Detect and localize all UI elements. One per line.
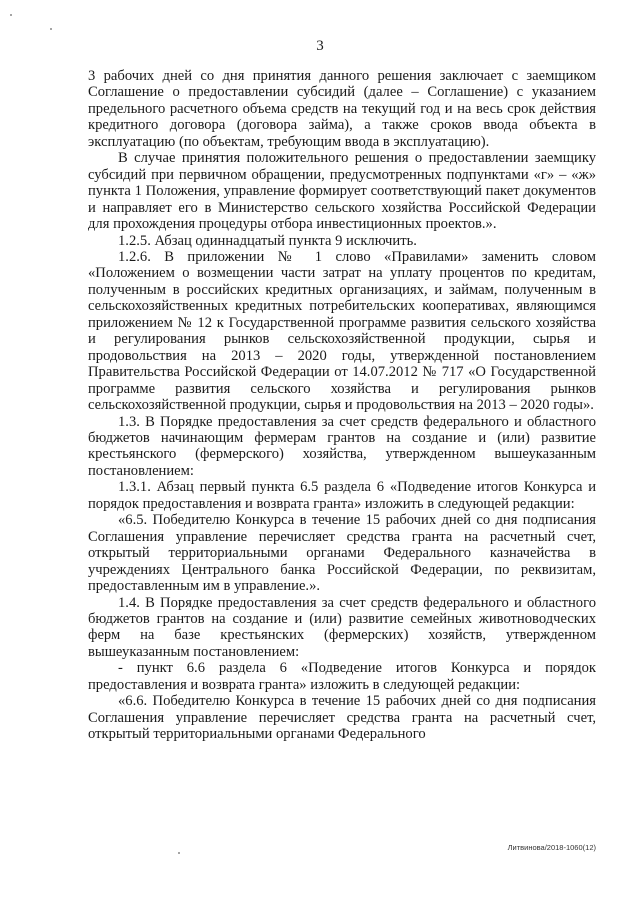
paragraph: 1.2.6. В приложении № 1 слово «Правилами» заменить словом «Положением о возмещении части затрат на уплату процентов по кредитам, полученным в российских кредитных организациях, и займам, полученным в сельскохозяйственных кредитных потребительских кооперативах, являющимся приложением № 12 к Государственной программе развития сельского хозяйства и регулирования рынков сельскохозяйственной продукции, сырья и продовольствия на 2013 – 2020 годы, утвержденной постановлением Правительства Российской Федерации от 14.07.2012 № 717 «О Государственной программе развития сельского хозяйства и регулирования рынков сельскохозяйственной продукции, сырья и продовольствия на 2013 – 2020 годы». [88,248,596,414]
document-code: Литвинова/2018-1060(12) [507,843,596,852]
paragraph: 1.2.5. Абзац одиннадцатый пункта 9 исключить. [118,232,417,249]
page-number: 3 [316,38,324,54]
paragraph: 1.3.1. Абзац первый пункта 6.5 раздела 6 «Подведение итогов Конкурса и порядок предоставления и возврата гранта» изложить в следующей редакции: [88,479,596,512]
document-body [88,68,596,743]
scan-speck [10,14,12,16]
paragraph: 3 рабочих дней со дня принятия данного решения заключает с заемщиком Соглашение о предоставлении субсидий (далее – Соглашение) с указанием предельного расчетного объема средств на текущий год и на весь срок действия кредитного договора (договора займа), а также сроков ввода объекта в эксплуатацию (по объектам, требующим ввода в эксплуатацию). [88,68,596,150]
paragraph: В случае принятия положительного решения о предоставлении заемщику субсидий при первичном обращении, предусмотренных подпунктами «г» – «ж» пункта 1 Положения, управление формирует соответствующий пакет документов и направляет его в Министерство сельского хозяйства Российской Федерации для прохождения процедуры отбора инвестиционных проектов.». [88,150,596,233]
paragraph: 1.4. В Порядке предоставления за счет средств федерального и областного бюджетов грантов на создание и (или) развитие семейных животноводческих ферм на базе крестьянских (фермерских) хозяйств, утвержденном вышеуказанным постановлением: [88,594,596,660]
paragraph: 1.3. В Порядке предоставления за счет средств федерального и областного бюджетов начинающим фермерам грантов на создание и (или) развитие крестьянского (фермерского) хозяйства, утвержденном вышеуказанным постановлением: [88,413,596,479]
scan-speck [178,852,180,854]
scan-speck [50,28,52,30]
paragraph: «6.5. Победителю Конкурса в течение 15 рабочих дней со дня подписания Соглашения управление перечисляет средства гранта на расчетный счет, открытый территориальными органами Федерального казначейства в учреждениях Центрального банка Российской Федерации, по реквизитам, предоставленным им в управление.». [88,512,596,595]
paragraph: - пункт 6.6 раздела 6 «Подведение итогов Конкурса и порядок предоставления и возврата гранта» изложить в следующей редакции: [88,660,596,693]
paragraph: «6.6. Победителю Конкурса в течение 15 рабочих дней со дня подписания Соглашения управление перечисляет средства гранта на расчетный счет, открытый территориальными органами Федерального [88,693,596,743]
